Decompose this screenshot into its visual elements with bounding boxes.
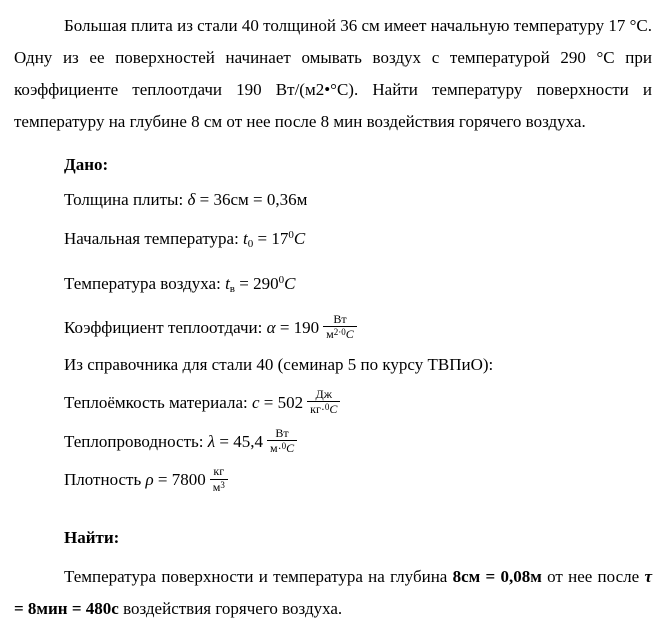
fraction-denominator (210, 480, 228, 494)
density-line (64, 466, 652, 496)
fraction-denominator (307, 402, 340, 416)
air-temp-degree: 0 (278, 274, 285, 286)
find-text-2: от нее после (541, 567, 645, 587)
find-time-value: = 8мин = 480с (14, 599, 119, 619)
initial-temp-line (64, 224, 652, 256)
thickness-value: = 36см = 0,36м (195, 190, 308, 209)
denominator-unit: С (345, 327, 354, 342)
heat-capacity-fraction (307, 387, 340, 417)
fraction-numerator: Вт (323, 312, 357, 327)
air-temp-unit: C (284, 274, 296, 293)
thermal-conductivity-line (64, 425, 652, 458)
problem-statement: Большая плита из стали 40 толщиной 36 см имеет начальную температуру 17 °С. Одну из ее поверхностей начинает омывать воздух с температурой 290 °С при коэффициенте теплоотдачи 190 Вт/(м2•°С). Найти температуру поверхности и температуру на глубине 8 см от нее после 8 мин воздействия горячего воздуха. (14, 16, 652, 131)
fraction-numerator: кг (210, 464, 228, 479)
thermal-conductivity-fraction (267, 426, 297, 456)
density-eq: = 7800 (153, 470, 206, 490)
air-temp-variable: t (225, 274, 230, 293)
density-label: Плотность (64, 470, 146, 490)
denominator-superscript: 0 (324, 402, 330, 413)
initial-temp-unit: C (293, 229, 306, 248)
fraction-numerator: Дж (307, 387, 340, 402)
initial-temp-degree: 0 (288, 229, 294, 241)
fraction-denominator (267, 441, 297, 455)
given-section (64, 153, 652, 549)
density-fraction (210, 464, 228, 494)
heat-transfer-coeff-fraction (323, 312, 357, 342)
find-paragraph (14, 561, 652, 625)
heat-capacity-label: Теплоёмкость материала: (64, 392, 252, 412)
denominator-base: м (326, 327, 334, 342)
air-temp-eq: = 290 (235, 274, 279, 293)
denominator-unit: С (286, 440, 295, 455)
air-temp-label: Температура воздуха: (64, 274, 226, 293)
denominator-superscript: 0 (281, 440, 287, 451)
heat-transfer-coeff-variable: α (266, 317, 276, 337)
heat-transfer-coeff-line (64, 314, 652, 344)
air-temp-subscript: в (229, 283, 235, 295)
initial-temp-subscript: 0 (247, 238, 254, 250)
heat-transfer-coeff-label: Коэффициент теплоотдачи: (64, 317, 267, 337)
heat-capacity-eq: = 502 (259, 392, 304, 412)
fraction-numerator: Вт (267, 426, 297, 441)
heat-capacity-variable: c (251, 392, 260, 412)
thickness-line (64, 188, 652, 211)
find-heading: Найти: (64, 528, 120, 548)
initial-temp-eq: = 17 (253, 229, 289, 248)
thermal-conductivity-variable: λ (207, 431, 216, 451)
find-depth-value: 8см = 0,08м (452, 567, 542, 587)
find-tau-variable: τ (644, 567, 652, 587)
denominator-superscript: 3 (220, 479, 225, 490)
denominator-superscript: 2·0 (333, 327, 346, 338)
denominator-base: кг· (310, 402, 325, 417)
thickness-label: Толщина плиты: (64, 190, 188, 209)
fraction-denominator (323, 327, 357, 341)
heat-capacity-line (64, 386, 652, 419)
given-heading: Дано: (64, 155, 109, 174)
initial-temp-variable: t (243, 229, 248, 248)
thermal-conductivity-eq: = 45,4 (215, 431, 263, 451)
denominator-base: м (212, 479, 221, 494)
initial-temp-label: Начальная температура: (64, 229, 244, 248)
find-text-1: Температура поверхности и температура на глубина (64, 567, 453, 587)
heat-transfer-coeff-eq: = 190 (275, 317, 320, 337)
air-temp-line (64, 269, 652, 301)
density-variable: ρ (145, 470, 154, 490)
reference-note-line: Из справочника для стали 40 (семинар 5 по курсу ТВПиО): (64, 354, 494, 374)
denominator-base: м· (269, 440, 282, 455)
find-text-3: воздействия горячего воздуха. (118, 599, 343, 619)
thickness-variable: δ (187, 190, 196, 209)
thermal-conductivity-label: Теплопроводность: (64, 431, 208, 451)
denominator-unit: С (329, 402, 338, 417)
